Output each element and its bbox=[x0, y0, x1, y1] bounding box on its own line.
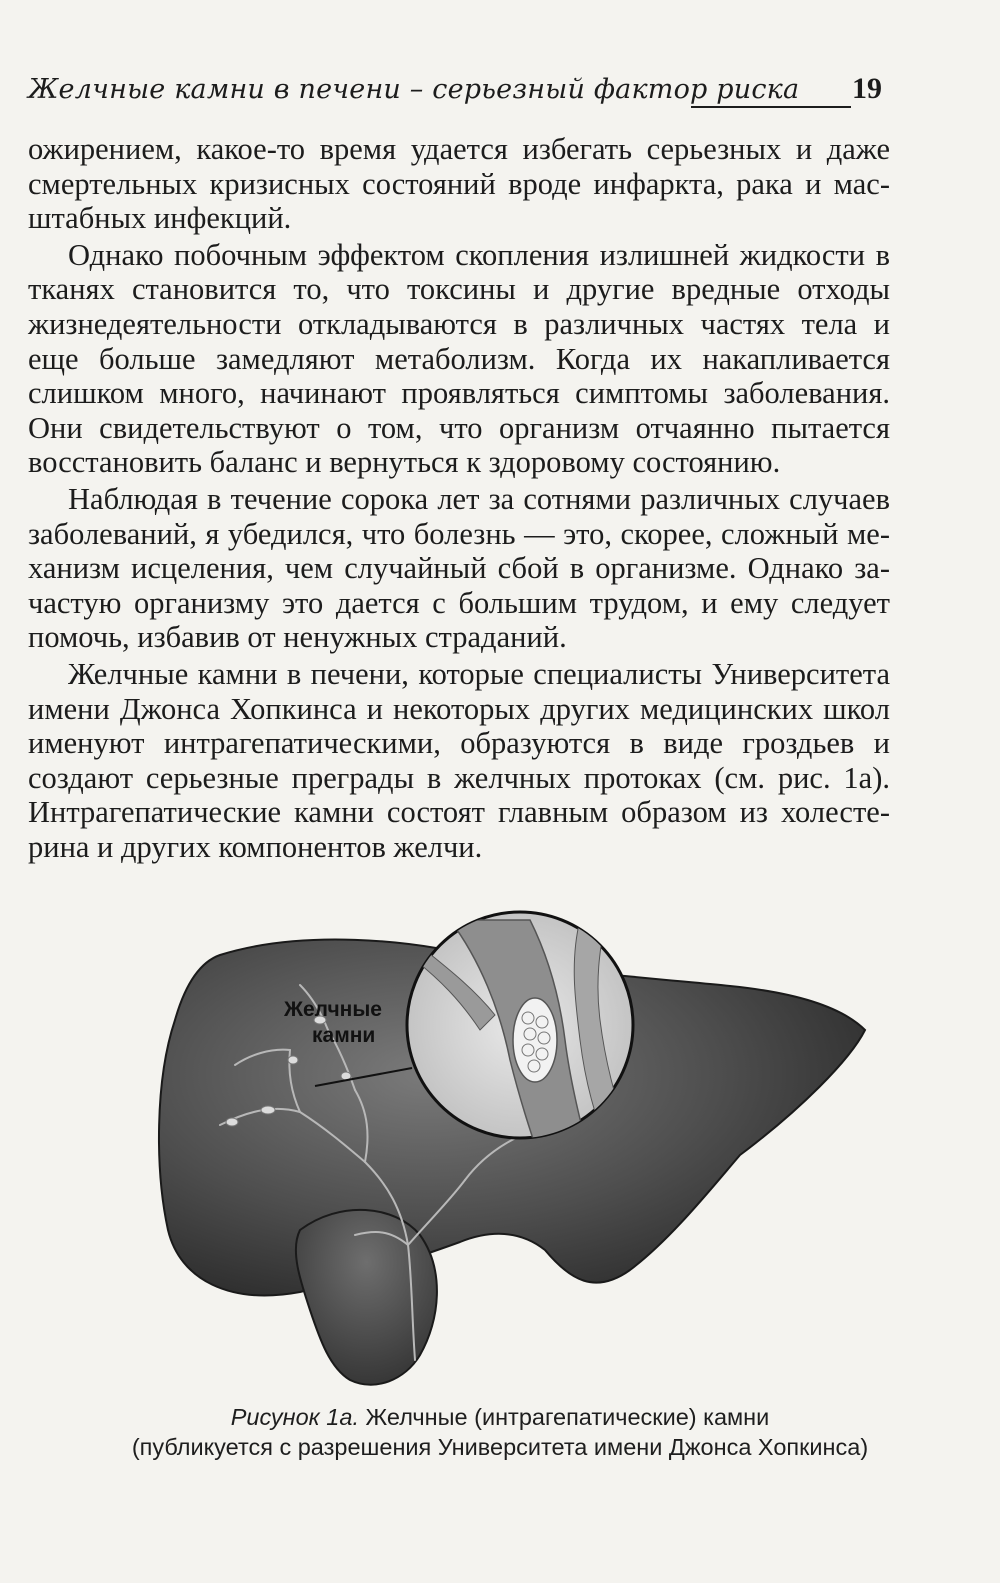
paragraph-3: Наблюдая в течение сорока лет за сотнями различных случаев заболеваний, я убедился, что болезнь — это, скорее, сложный механизм исцеления, чем случайный сбой в организме. Однако зачастую организму это дается с большим трудом, и ему следует помочь, избавив от ненужных страданий. bbox=[28, 481, 890, 655]
paragraph-2: Однако побочным эффектом скопления излишней жидкости в тканях становится то, что токсины и другие вредные отходы жизнедеятельности откладываются в различных частях тела и еще больше замедляют метаболизм. Когда их накапливается слишком много, начинают проявляться симптомы заболевания. Они свидетельствуют о том, что организм отчаянно пытается восстановить баланс и вернуться к здоровому состоянию. bbox=[28, 237, 890, 480]
page-number: 19 bbox=[852, 72, 882, 105]
liver-illustration bbox=[150, 900, 880, 1400]
running-title: Желчные камни в печени – серьезный фактор риска bbox=[28, 74, 800, 105]
stone-cluster bbox=[513, 998, 557, 1082]
header-rule bbox=[691, 106, 851, 108]
caption-line-2: (публикуется с разрешения Университета имени Джонса Хопкинса) bbox=[131, 1434, 869, 1460]
body-text bbox=[28, 132, 890, 864]
caption-line-1 bbox=[0, 1402, 1000, 1432]
figure-caption bbox=[0, 1402, 1000, 1462]
figure-label-line2: камни bbox=[312, 1024, 376, 1047]
paragraph-1: ожирением, какое-то время удается избегать серьезных и даже смертельных кризисных состояний вроде инфаркта, рака и масштабных инфекций. bbox=[28, 132, 890, 236]
caption-figure-ref: Рисунок 1а. bbox=[230, 1404, 359, 1430]
paragraph-4: Желчные камни в печени, которые специалисты Университета имени Джонса Хопкинса и некоторых других медицинских школ именуют интрагепатическими, образуются в виде гроздьев и создают серьезные преграды в желчных протоках (см. рис. 1а). Интрагепатические камни состоят главным образом из холестерина и других компонентов желчи. bbox=[28, 656, 890, 864]
page-header bbox=[28, 70, 888, 116]
caption-title: Желчные (интрагепатические) камни bbox=[358, 1404, 770, 1430]
figure-label-line1: Желчные bbox=[284, 998, 382, 1021]
